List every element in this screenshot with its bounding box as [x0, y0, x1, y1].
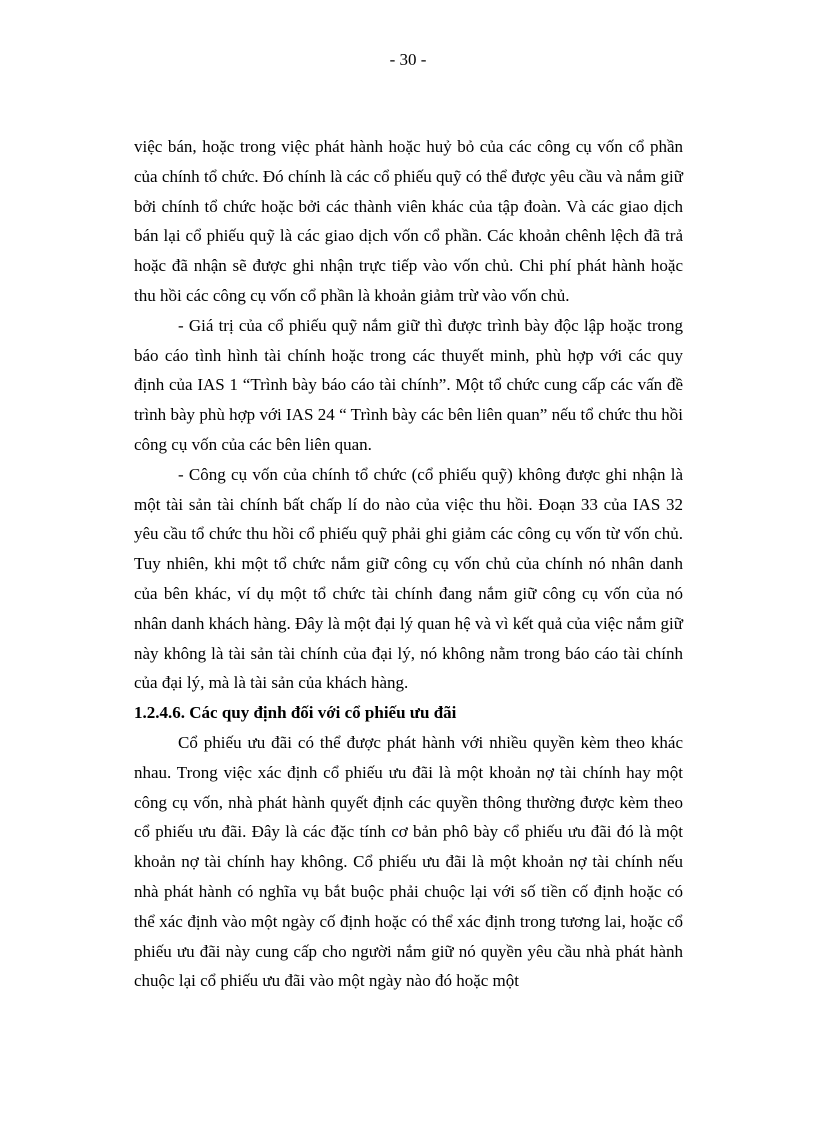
- paragraph-preference-shares: Cổ phiếu ưu đãi có thể được phát hành với nhiều quyền kèm theo khác nhau. Trong việc xác định cổ phiếu ưu đãi là một khoản nợ tài chính hay một công cụ vốn, nhà phát hành quyết định các quyền thông thường được kèm theo cổ phiếu ưu đãi. Đây là các đặc tính cơ bản phô bày cổ phiếu ưu đãi đó là một khoản nợ tài chính hay không. Cổ phiếu ưu đãi là một khoản nợ tài chính nếu nhà phát hành có nghĩa vụ bắt buộc phải chuộc lại với số tiền cố định hoặc có thể xác định vào một ngày cố định hoặc có thể xác định trong tương lai, hoặc cổ phiếu ưu đãi này cung cấp cho người nắm giữ nó quyền yêu cầu nhà phát hành chuộc lại cổ phiếu ưu đãi vào một ngày nào đó hoặc một: [134, 732, 683, 991]
- document-body: [134, 132, 683, 996]
- page-number: - 30 -: [389, 50, 427, 69]
- paragraph-treasury-shares-recognition: - Công cụ vốn của chính tổ chức (cổ phiếu quỹ) không được ghi nhận là một tài sản tài chính bất chấp lí do nào của việc thu hồi. Đoạn 33 của IAS 32 yêu cầu tổ chức thu hồi cổ phiếu quỹ phải ghi giảm các công cụ vốn từ vốn chủ. Tuy nhiên, khi một tổ chức nắm giữ công cụ vốn chủ của chính nó nhân danh của bên khác, ví dụ một tổ chức tài chính đang nắm giữ công cụ vốn của nó nhân danh khách hàng. Đây là một đại lý quan hệ và vì kết quả của việc nắm giữ này không là tài sản tài chính của đại lý, nó không nằm trong báo cáo tài chính của đại lý, mà là tài sản của khách hàng.: [134, 464, 683, 693]
- section-heading: 1.2.4.6. Các quy định đối với cổ phiếu ưu đãi: [134, 703, 457, 723]
- paragraph-treasury-shares-continued: việc bán, hoặc trong việc phát hành hoặc huỷ bỏ của các công cụ vốn cổ phần của chính tổ chức. Đó chính là các cổ phiếu quỹ có thể được yêu cầu và nắm giữ bởi chính tổ chức hoặc bởi các thành viên khác của tập đoàn. Và các giao dịch bán lại cổ phiếu quỹ là các giao dịch vốn cổ phần. Các khoản chênh lệch đã trả hoặc đã nhận sẽ được ghi nhận trực tiếp vào vốn chủ. Chi phí phát hành hoặc thu hồi các công cụ vốn cổ phần là khoản giảm trừ vào vốn chủ.: [134, 137, 683, 305]
- paragraph-treasury-shares-presentation: - Giá trị của cổ phiếu quỹ nắm giữ thì được trình bày độc lập hoặc trong báo cáo tình hình tài chính hoặc trong các thuyết minh, phù hợp với các quy định của IAS 1 “Trình bày báo cáo tài chính”. Một tổ chức cung cấp các vấn đề trình bày phù hợp với IAS 24 “ Trình bày các bên liên quan” nếu tổ chức thu hồi công cụ vốn của các bên liên quan.: [134, 315, 683, 454]
